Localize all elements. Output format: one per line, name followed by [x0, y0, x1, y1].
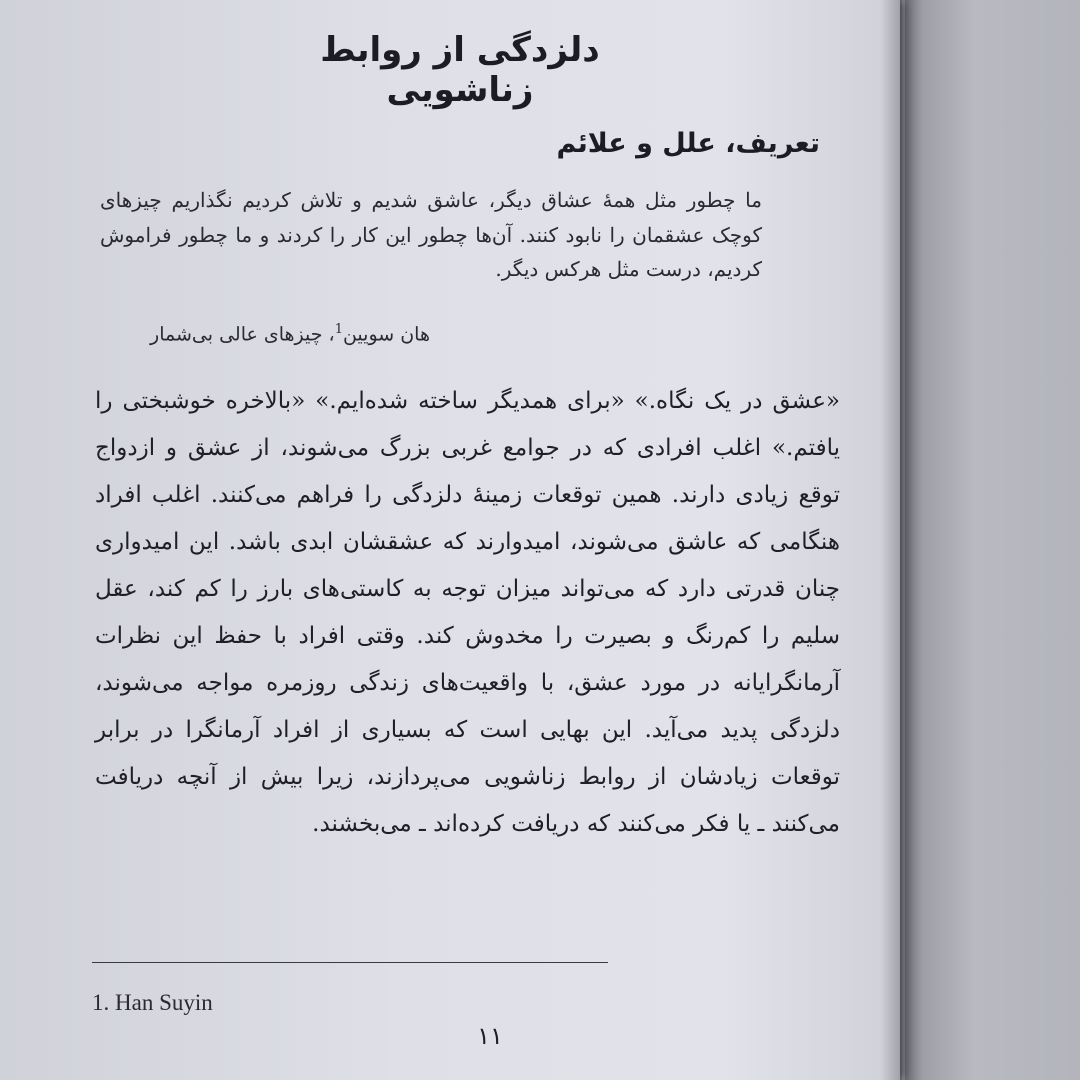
footnote-marker: 1: [334, 322, 343, 337]
chapter-title: دلزدگی از روابط زناشویی: [320, 30, 600, 110]
body-paragraph: «عشق در یک نگاه.» «برای همدیگر ساخته شده‌ایم.» «بالاخره خوشبختی را یافتم.» اغلب افرادی که در جوامع غربی بزرگ می‌شوند، از عشق و ازدواج توقع زیادی دارند. همین توقعات زمینهٔ دلزدگی را فراهم می‌کنند. اغلب افراد هنگامی که عاشق می‌شوند، امیدوارند که عشقشان ابدی باشد. این امیدواری چنان قدرتی دارد که می‌تواند میزان توجه به کاستی‌های بارز را کم کند، عقل سلیم را کم‌رنگ و بصیرت را مخدوش کند. وقتی افراد با حفظ این نظرات آرمانگرایانه در مورد عشق، با واقعیت‌های زندگی روزمره مواجه می‌شوند، دلزدگی پدید می‌آید. این بهایی است که بسیاری از افراد آرمانگرا در برابر توقعات زیادشان از روابط زناشویی می‌پردازند، زیرا بیش از آنچه دریافت می‌کنند ـ یا فکر می‌کنند که دریافت کرده‌اند ـ می‌بخشند.: [95, 388, 840, 837]
section-heading: تعریف، علل و علائم: [556, 128, 820, 159]
page-number: ۱۱: [477, 1022, 503, 1050]
page-edge-shadow: [880, 0, 902, 1080]
epigraph-attribution: [95, 322, 430, 345]
adjacent-page-edge: [905, 0, 1080, 1080]
epigraph-author: هان سویین: [342, 323, 430, 346]
epigraph-quote: ما چطور مثل همهٔ عشاق دیگر، عاشق شدیم و تلاش کردیم نگذاریم چیزهای کوچک عشقمان را نابود کنند. آن‌ها چطور این کار را کردند و ما چطور فراموش کردیم، درست مثل هرکس دیگر.: [100, 188, 762, 281]
footnote-text: 1. Han Suyin: [92, 990, 213, 1015]
footnote-divider: [92, 962, 608, 963]
epigraph-source: ، چیزهای عالی بی‌شمار: [150, 323, 335, 346]
